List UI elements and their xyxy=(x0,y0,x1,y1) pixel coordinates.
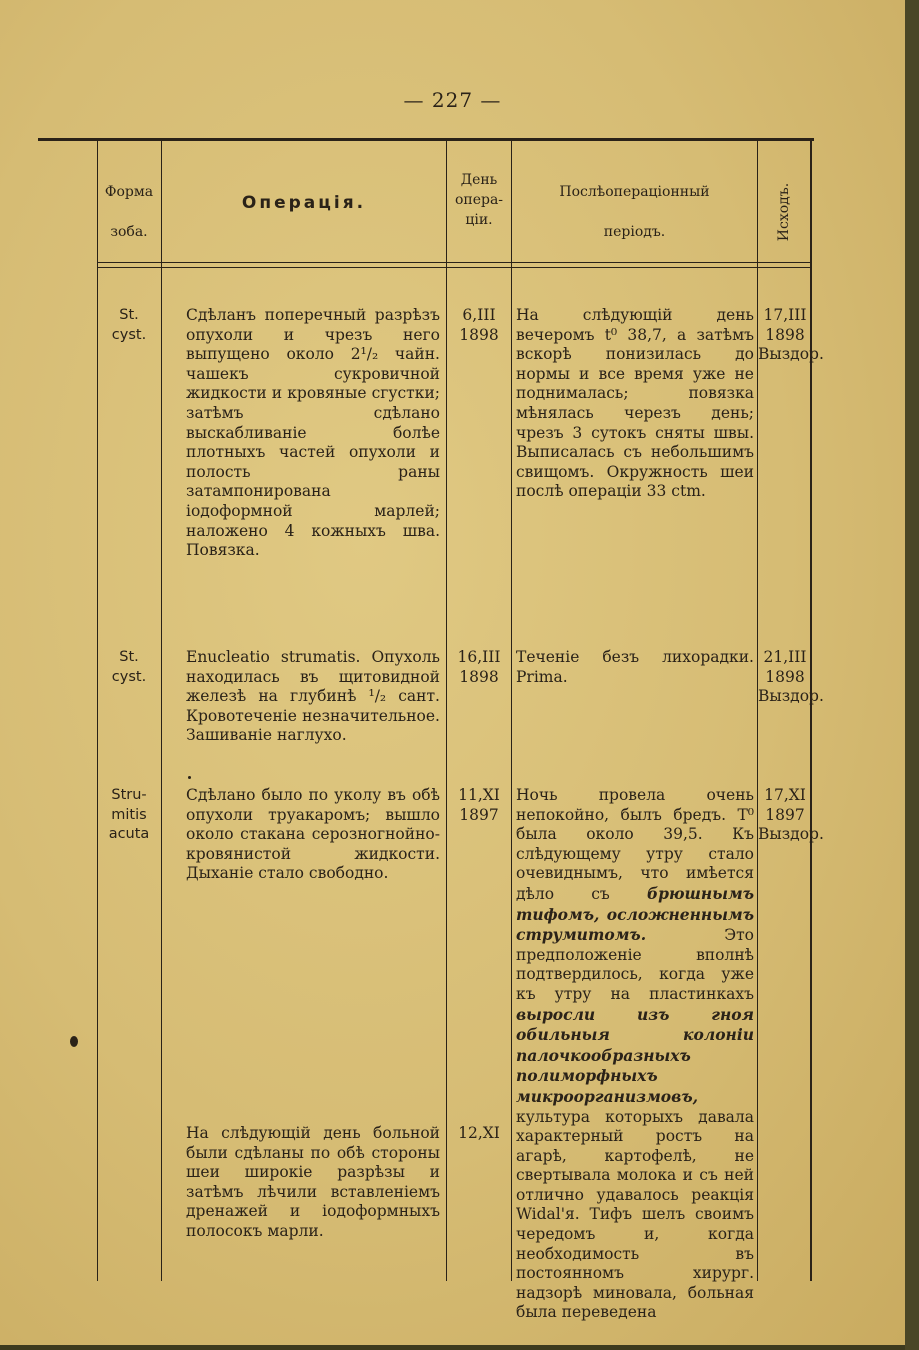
page-edge xyxy=(905,0,919,1350)
row1-postop: На слѣдующій день вечеромъ t⁰ 38,7, а затѣмъ вскорѣ понизилась до нормы и все время уже не поднималась; повязка мѣнялась черезъ день; чрезъ 3 сутокъ сняты швы. Выписалась съ небольшимъ свищомъ. Окружность шеи послѣ операціи 33 ctm. xyxy=(516,306,754,501)
page-number: — 227 — xyxy=(403,88,502,112)
row3-day: 11,XI 1897 xyxy=(458,786,500,824)
header-form: Форма зоба. xyxy=(104,184,154,240)
header-rule-1 xyxy=(98,262,812,263)
row1-outcome: 17,III 1898 Выздор. xyxy=(758,306,824,364)
row1-form: St. cyst. xyxy=(111,307,147,343)
row2-postop: Теченіе безъ лихорадки. Prima. xyxy=(516,648,754,686)
row2-form: St. cyst. xyxy=(111,649,147,685)
table-top-rule xyxy=(38,138,814,141)
header-outcome: Исходъ. xyxy=(776,182,792,242)
column-rule xyxy=(511,141,512,1281)
row1-day: 6,III 1898 xyxy=(459,306,499,344)
header-postop: Послѣопераціонный періодъ. xyxy=(559,184,710,240)
row2-operation: Enucleatio strumatis. Опухоль находилась въ щитовидной железѣ на глубинѣ ¹/₂ сант. Кровотеченіе незначительное. Зашиваніе наглухо. xyxy=(186,648,440,745)
row3-outcome: 17,XI 1897 Выздор. xyxy=(758,786,824,844)
ink-spot xyxy=(188,776,191,779)
row3-postop: Ночь провела очень непокойно, былъ бредъ. T⁰ была около 39,5. Къ слѣдующему утру стало очевиднымъ, что имѣется дѣло съ брюшнымъ тифомъ, осложненнымъ струмитомъ. Это предположеніе вполнѣ подтвердилось, когда уже къ утру на пластинкахъ выросли изъ гноя обильныя колоніи палочкообразныхъ полиморфныхъ микроорганизмовъ, культура которыхъ давала характерный ростъ на агарѣ, картофелѣ, не свертывала молока и съ ней отлично удавалось реакція Widal'я. Тифъ шелъ своимъ чередомъ и, когда необходимость въ постоянномъ хирург. надзорѣ миновала, больная была переведена xyxy=(516,786,754,1322)
row1-operation: Сдѣланъ поперечный разрѣзъ опухоли и чрезъ него выпущено около 2¹/₂ чайн. чашекъ сукровичной жидкости и кровяные сгустки; затѣмъ сдѣлано выскабливаніе болѣе плотныхъ частей опухоли и полость раны затампонирована іодоформной марлей; наложено 4 кожныхъ шва. Повязка. xyxy=(186,306,440,560)
row3-day-next: 12,XI xyxy=(458,1124,500,1142)
row3-form: Stru- mitis acuta xyxy=(108,787,150,843)
row2-day: 16,III 1898 xyxy=(457,648,501,686)
row3-operation: Сдѣлано было по уколу въ обѣ опухоли труакаромъ; вышло около стакана серозногнойно-кровянистой жидкости. Дыханіе стало свободно. xyxy=(186,786,440,883)
ink-spot xyxy=(70,1036,78,1047)
row2-outcome: 21,III 1898 Выздор. xyxy=(758,648,824,706)
row3-operation-next-day: На слѣдующій день больной были сдѣланы по обѣ стороны шеи широкіе разрѣзы и затѣмъ лѣчили вставленіемъ дренажей и іодоформныхъ полосокъ марли. xyxy=(186,1124,440,1240)
column-rule xyxy=(161,141,162,1281)
header-rule-2 xyxy=(98,267,812,268)
header-day: День опера- ціи. xyxy=(454,172,504,228)
header-operation: Операція. xyxy=(241,193,367,213)
